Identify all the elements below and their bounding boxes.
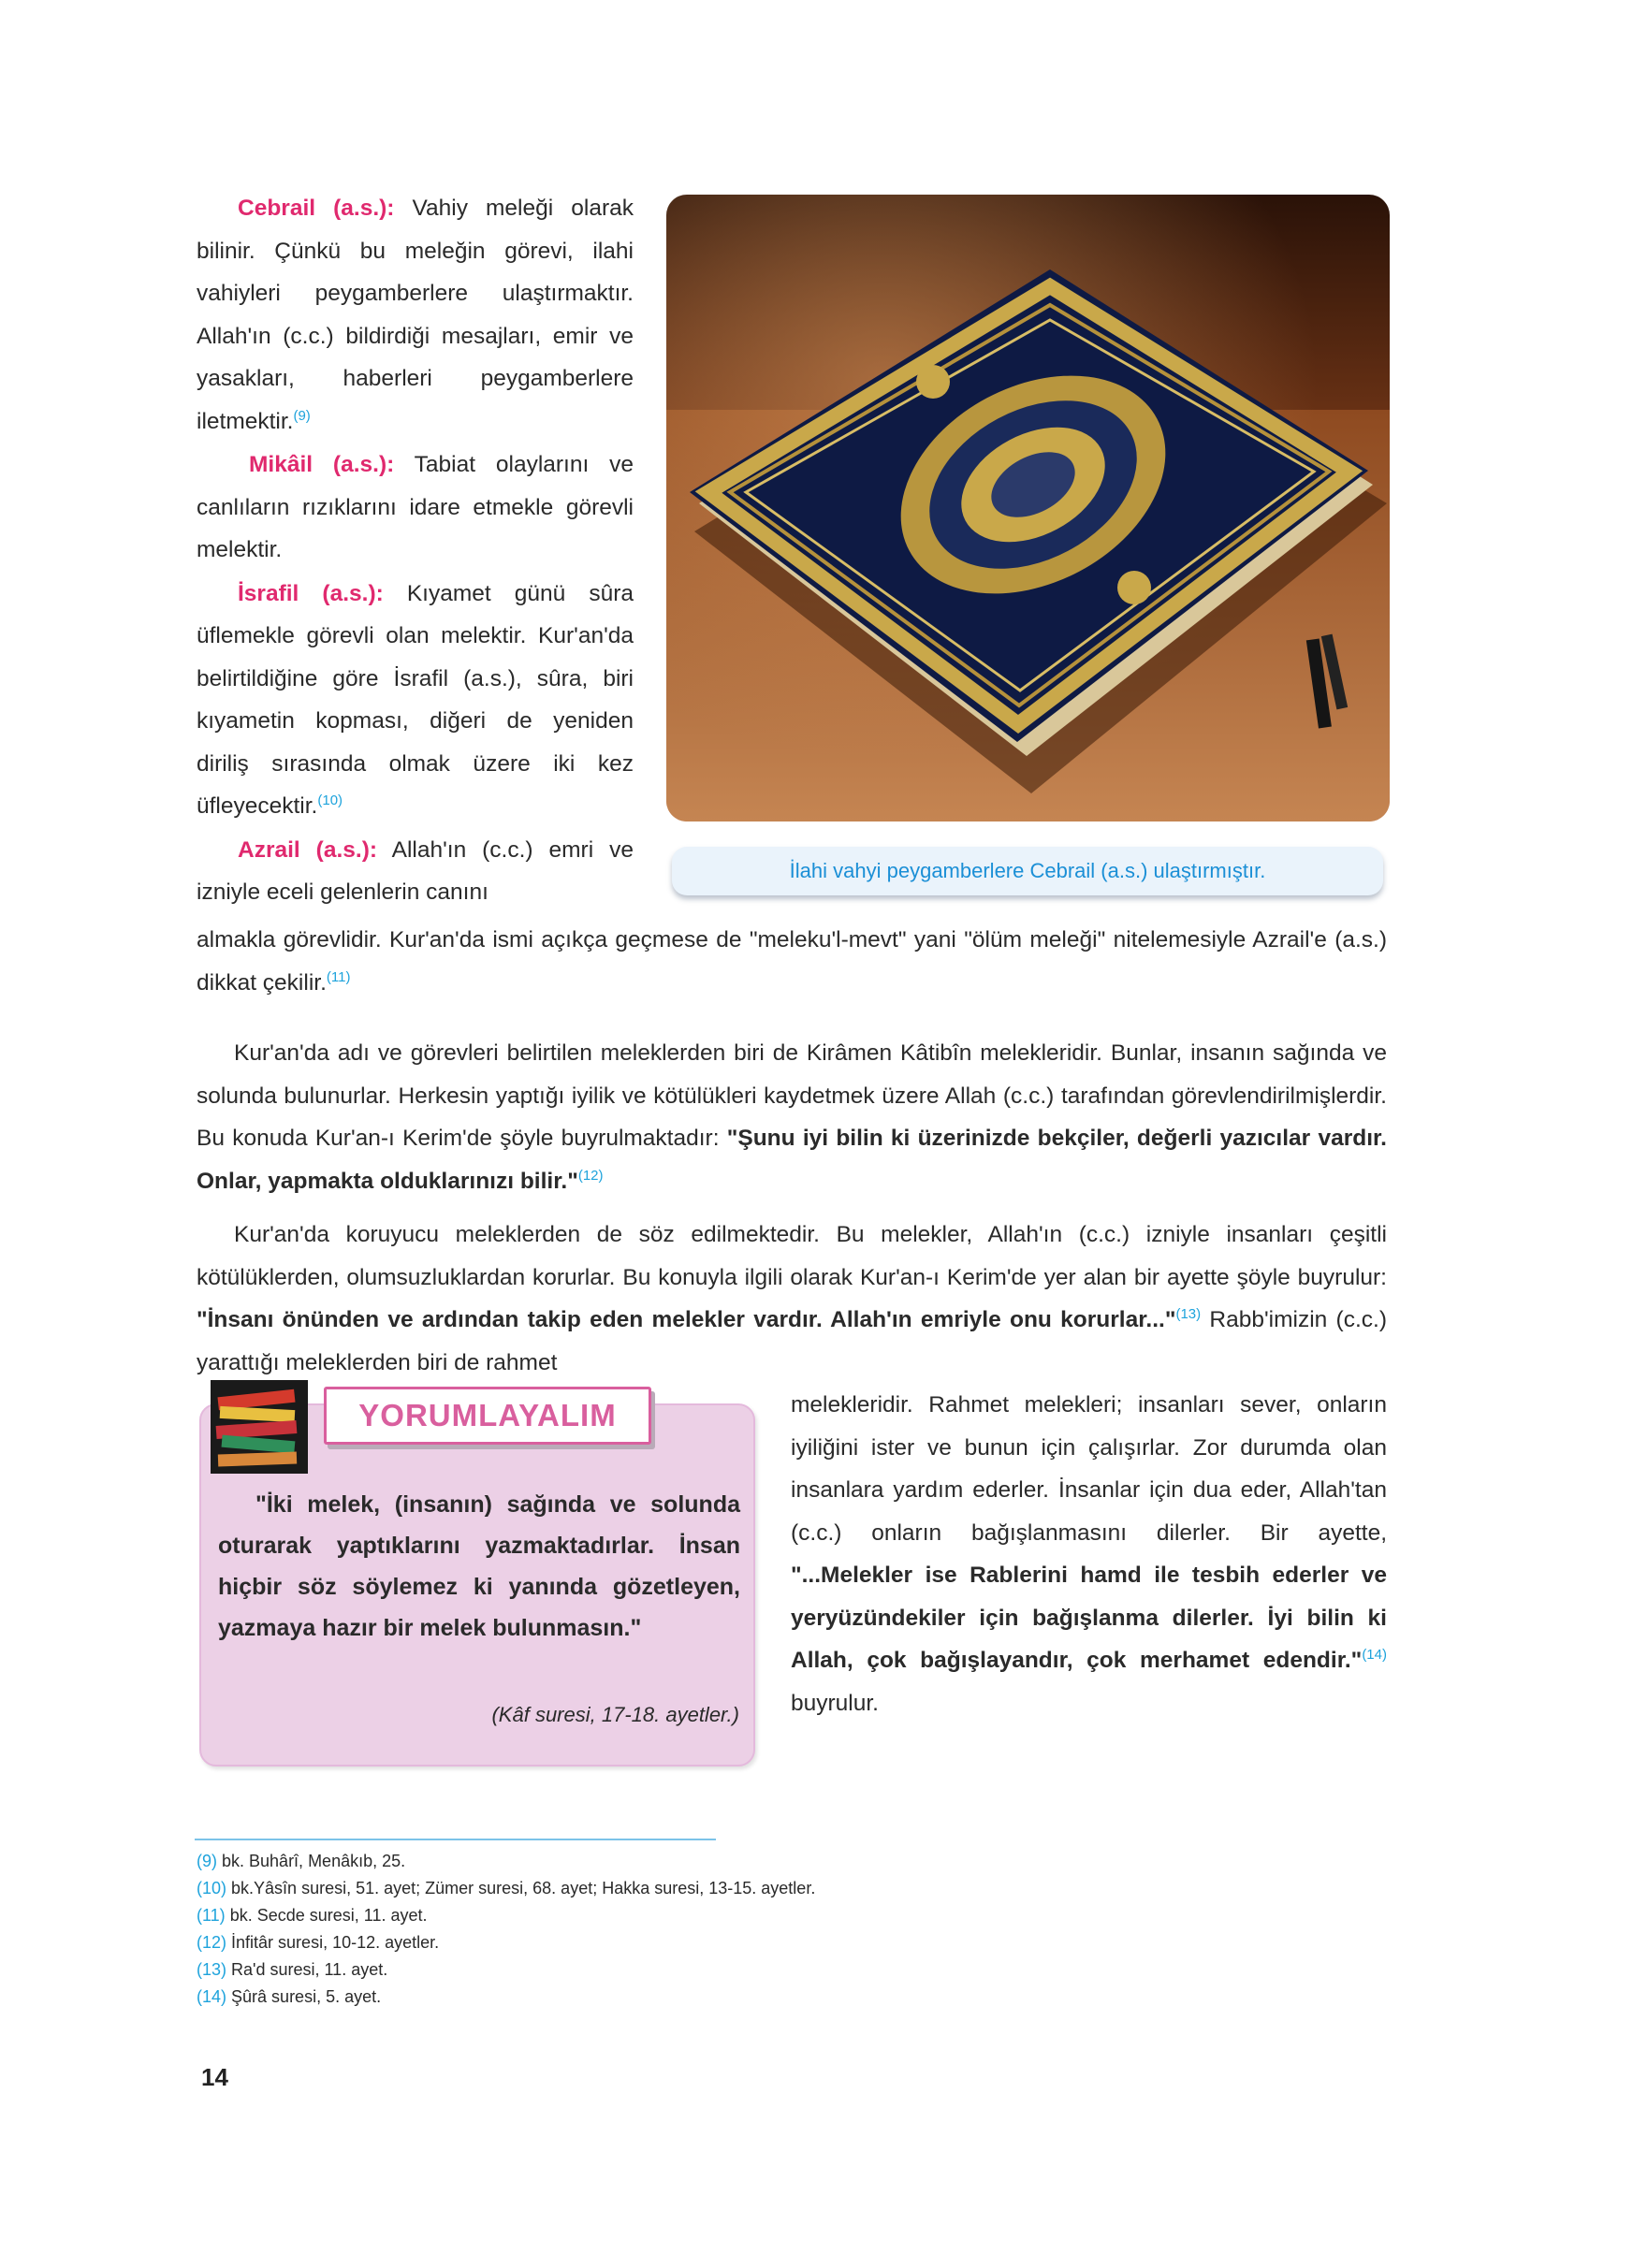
quran-book-icon bbox=[666, 195, 1390, 821]
footnote-number: (12) bbox=[197, 1933, 227, 1952]
footnote-item bbox=[197, 1956, 1226, 1984]
footnote-number: (10) bbox=[197, 1879, 227, 1897]
guardian-angels-paragraph bbox=[197, 1214, 1387, 1384]
footnote-number: (14) bbox=[197, 1987, 227, 2006]
mikail-name: Mikâil (a.s.): bbox=[249, 452, 395, 477]
left-column-text bbox=[197, 187, 634, 914]
footnote-text: bk. Secde suresi, 11. ayet. bbox=[229, 1906, 428, 1925]
quran-book-photo bbox=[666, 195, 1390, 821]
mercy-angels-paragraph bbox=[791, 1384, 1387, 1724]
yorumlayalim-source: (Kâf suresi, 17-18. ayetler.) bbox=[491, 1703, 739, 1726]
footnote-text: İnfitâr suresi, 10-12. ayetler. bbox=[231, 1933, 440, 1952]
israfil-name: İsrafil (a.s.): bbox=[238, 580, 384, 606]
photo-caption: İlahi vahyi peygamberlere Cebrail (a.s.) ulaştırmıştır. bbox=[672, 847, 1383, 895]
footnote-ref-14: (14) bbox=[1362, 1646, 1387, 1663]
cebrail-name: Cebrail (a.s.): bbox=[238, 196, 395, 221]
footnote-ref-12: (12) bbox=[577, 1167, 604, 1184]
footnote-ref-10: (10) bbox=[317, 792, 343, 808]
azrail-text: Allah'ın (c.c.) emri ve izniyle eceli gelenlerin canını bbox=[197, 836, 634, 905]
right-column-tail: buyrulur. bbox=[791, 1690, 879, 1716]
paragraph1-text: Kur'an'da adı ve görevleri belirtilen meleklerden biri de Kirâmen Kâtibîn melekleridir. Bunlar, insanın sağında ve solunda bulunurlar. Herkesin yaptığı iyilik ve kötülükleri kaydetmek üzere Allah (c.c.) tarafından görevlendirilmişlerdir. Bu konuda Kur'an-ı Kerim'de şöyle buyrulmaktadır: bbox=[197, 1040, 1387, 1151]
paragraph1-quote: "Şunu iyi bilin ki üzerinizde bekçiler, değerli yazıcılar vardır. Onlar, yapmakta olduklarınızı bilir." bbox=[197, 1126, 1387, 1194]
footnote-item bbox=[197, 1929, 1226, 1956]
right-column-text: melekleridir. Rahmet melekleri; insanları sever, onların iyiliğini ister ve bunun için çalışırlar. Zor durumda olan insanlara yardım ederler. İnsanlar için dua eder, Allah'tan (c.c.) onların bağışlanmasını dilerler. Bir ayette, bbox=[791, 1392, 1387, 1546]
footnote-item bbox=[197, 1984, 1226, 2011]
page-number: 14 bbox=[201, 2063, 228, 2091]
israfil-text: Kıyamet günü sûra üflemekle görevli olan melektir. Kur'an'da belirtildiğine göre İsrafil (a.s.), sûra, biri kıyametin kopması, diğeri de yeniden diriliş sırasında olmak üzere iki kez üfleyecektir. bbox=[197, 580, 634, 819]
mikail-paragraph bbox=[197, 443, 634, 572]
footnote-text: bk.Yâsîn suresi, 51. ayet; Zümer suresi, 68. ayet; Hakka suresi, 13-15. ayetler. bbox=[231, 1879, 816, 1897]
azrail-paragraph bbox=[197, 829, 634, 914]
footnote-item bbox=[197, 1848, 1226, 1875]
cebrail-paragraph bbox=[197, 187, 634, 443]
footnote-item bbox=[197, 1902, 1226, 1929]
azrail-name: Azrail (a.s.): bbox=[238, 836, 378, 863]
yorumlayalim-quote: "İki melek, (insanın) sağında ve solunda oturarak yaptıklarını yazmaktadırlar. İnsan hiçbir söz söylemez ki yanında gözetleyen, yazmaya hazır bir melek bulunmasın." bbox=[218, 1491, 740, 1641]
paragraph2-quote: "İnsanı önünden ve ardından takip eden melekler vardır. Allah'ın emriyle onu korurlar..." bbox=[197, 1307, 1176, 1332]
footnote-text: Ra'd suresi, 11. ayet. bbox=[231, 1960, 388, 1979]
israfil-paragraph bbox=[197, 573, 634, 828]
footnote-ref-11: (11) bbox=[326, 968, 351, 985]
azrail-continued bbox=[197, 919, 1387, 1004]
footnote-number: (11) bbox=[197, 1906, 226, 1925]
footnote-number: (13) bbox=[197, 1960, 227, 1979]
footnote-number: (9) bbox=[197, 1852, 217, 1870]
yorumlayalim-title: YORUMLAYALIM bbox=[324, 1387, 651, 1445]
footnote-item bbox=[197, 1875, 1226, 1902]
azrail-continued-text: almakla görevlidir. Kur'an'da ismi açıkça geçmese de "meleku'l-mevt" yani "ölüm meleği" nitelemesiyle Azrail'e (a.s.) dikkat çekilir. bbox=[197, 927, 1387, 996]
footnote-text: bk. Buhârî, Menâkıb, 25. bbox=[222, 1852, 406, 1870]
footnote-ref-9: (9) bbox=[293, 407, 311, 424]
footnote-text: Şûrâ suresi, 5. ayet. bbox=[231, 1987, 382, 2006]
paragraph2-tail: Rabb'imizin (c.c.) yarattığı meleklerden biri de rahmet bbox=[197, 1307, 1387, 1375]
cebrail-text: Vahiy meleği olarak bilinir. Çünkü bu meleğin görevi, ilahi vahiyleri peygamberlere ulaştırmaktır. Allah'ın (c.c.) bildirdiği mesajları, emir ve yasakları, haberleri peygamberlere iletmektir. bbox=[197, 196, 634, 434]
books-stack-icon bbox=[211, 1380, 308, 1474]
footnote-divider bbox=[195, 1839, 716, 1840]
kiramen-katibin-paragraph bbox=[197, 1032, 1387, 1202]
footnote-ref-13: (13) bbox=[1175, 1305, 1202, 1322]
mikail-text: Tabiat olaylarını ve canlıların rızıklarını idare etmekle görevli melektir. bbox=[197, 452, 634, 562]
paragraph2-text: Kur'an'da koruyucu meleklerden de söz edilmektedir. Bu melekler, Allah'ın (c.c.) izniyle insanları çeşitli kötülüklerden, olumsuzluklardan korurlar. Bu konuyla ilgili olarak Kur'an-ı Kerim'de yer alan bir ayette şöyle buyrulur: bbox=[197, 1222, 1387, 1290]
books-stack-graphic bbox=[211, 1380, 308, 1474]
right-column-quote: "...Melekler ise Rablerini hamd ile tesbih ederler ve yeryüzündekiler için bağışlanma dilerler. İyi bilin ki Allah, çok bağışlayandır, çok merhamet edendir." bbox=[791, 1563, 1387, 1673]
footnotes bbox=[197, 1848, 1226, 2011]
